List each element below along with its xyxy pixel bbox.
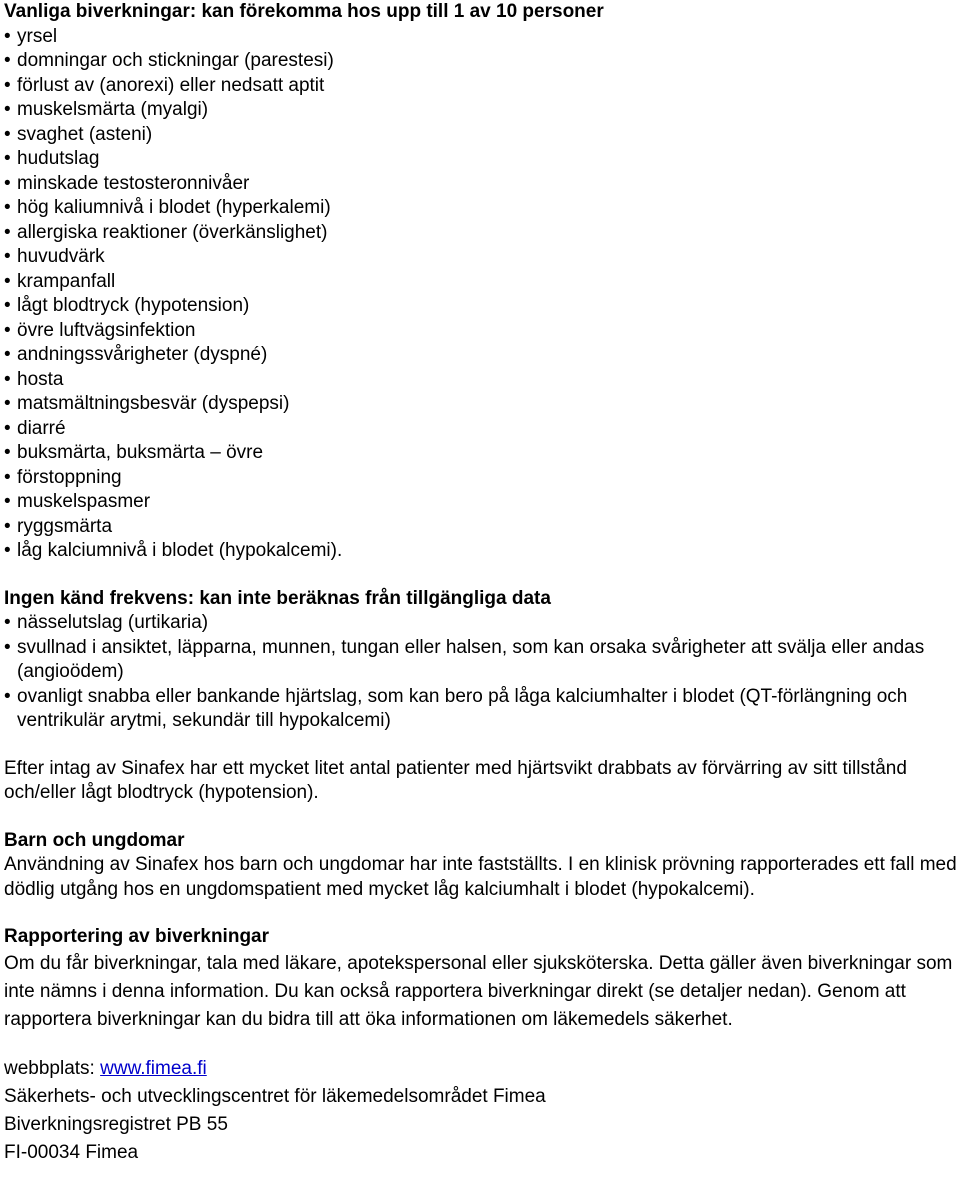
- list-item: • andningssvårigheter (dyspné): [4, 343, 960, 368]
- contact-address: Biverkningsregistret PB 55: [4, 1113, 228, 1135]
- list-item: • nässelutslag (urtikaria): [4, 611, 960, 636]
- list-item: • ryggsmärta: [4, 515, 960, 540]
- website-label: webbplats:: [4, 1057, 101, 1079]
- list-item: • muskelsmärta (myalgi): [4, 98, 960, 123]
- list-item: • lågt blodtryck (hypotension): [4, 294, 960, 319]
- list-item: • diarré: [4, 417, 960, 442]
- list-item: • svaghet (asteni): [4, 123, 960, 148]
- contact-organization: Säkerhets- och utvecklingscentret för läkemedelsområdet Fimea: [4, 1085, 546, 1107]
- contact-postal-code: FI-00034 Fimea: [4, 1141, 139, 1163]
- list-item: • muskelspasmer: [4, 490, 960, 515]
- children-heading: Barn och ungdomar: [4, 829, 185, 851]
- section-spacer: [4, 564, 960, 587]
- website-line: [4, 1055, 960, 1083]
- reporting-heading: Rapportering av biverkningar: [4, 926, 270, 947]
- list-item: • hudutslag: [4, 147, 960, 172]
- list-item: • övre luftvägsinfektion: [4, 319, 960, 344]
- list-item: • minskade testosteronnivåer: [4, 172, 960, 197]
- website-link[interactable]: www.fimea.fi: [100, 1057, 207, 1079]
- section-spacer: [4, 734, 960, 757]
- list-item: • förlust av (anorexi) eller nedsatt aptit: [4, 74, 960, 99]
- list-item: • buksmärta, buksmärta – övre: [4, 441, 960, 466]
- common-side-effects-list: [4, 25, 960, 564]
- common-side-effects-heading: Vanliga biverkningar: kan förekomma hos upp till 1 av 10 personer: [4, 1, 604, 22]
- section-spacer: [4, 902, 960, 925]
- list-item: • domningar och stickningar (parestesi): [4, 49, 960, 74]
- list-item: • yrsel: [4, 25, 960, 50]
- section-spacer: [4, 1034, 960, 1055]
- list-item: • huvudvärk: [4, 245, 960, 270]
- reporting-paragraph: Om du får biverkningar, tala med läkare, apotekspersonal eller sjuksköterska. Detta gäller även biverkningar som inte nämns i denna information. Du kan också rapportera biverkningar direkt (se detaljer nedan). Genom att rapportera biverkningar kan du bidra till att öka informationen om läkemedels säkerhet.: [4, 952, 953, 1030]
- unknown-frequency-list: [4, 611, 960, 734]
- list-item: • matsmältningsbesvär (dyspepsi): [4, 392, 960, 417]
- list-item: • allergiska reaktioner (överkänslighet): [4, 221, 960, 246]
- children-paragraph: Användning av Sinafex hos barn och ungdomar har inte fastställts. I en klinisk prövning rapporterades ett fall med dödlig utgång hos en ungdomspatient med mycket låg kalciumhalt i blodet (hypokalcemi).: [4, 854, 957, 900]
- list-item: • ovanligt snabba eller bankande hjärtslag, som kan bero på låga kalciumhalter i blodet (QT-förlängning och ventrikulär arytmi, sekundär till hypokalcemi): [4, 685, 960, 734]
- list-item: • förstoppning: [4, 466, 960, 491]
- section-spacer: [4, 806, 960, 829]
- list-item: • låg kalciumnivå i blodet (hypokalcemi).: [4, 539, 960, 564]
- list-item: • svullnad i ansiktet, läpparna, munnen, tungan eller halsen, som kan orsaka svårigheter att svälja eller andas (angioödem): [4, 636, 960, 685]
- list-item: • hosta: [4, 368, 960, 393]
- list-item: • krampanfall: [4, 270, 960, 295]
- list-item: • hög kaliumnivå i blodet (hyperkalemi): [4, 196, 960, 221]
- heart-failure-paragraph: Efter intag av Sinafex har ett mycket litet antal patienter med hjärtsvikt drabbats av förvärring av sitt tillstånd och/eller lågt blodtryck (hypotension).: [4, 757, 907, 803]
- unknown-frequency-heading: Ingen känd frekvens: kan inte beräknas från tillgängliga data: [4, 587, 551, 609]
